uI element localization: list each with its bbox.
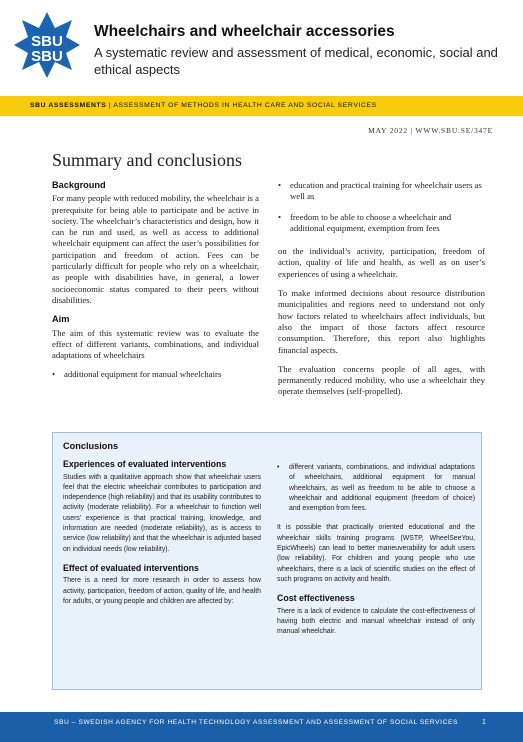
experiences-text: Studies with a qualitative approach show that wheelchair users feel that the electric wheelchair contributes to participation and independence (high reliability) and that its usability contributes to activity (moderate reliability). For a wheelchair to function well users’ experience is that practical training, knowledge, and information are needed (moderate reliability), as is access to service (low reliability) and that the wheelchair is adjusted based on individual needs (low reliability). (63, 473, 261, 553)
conclusions-box (52, 432, 482, 690)
logo-text-top: SBU (31, 33, 63, 50)
cost-heading: Cost effectiveness (277, 593, 355, 604)
bullet-dot: • (278, 211, 282, 222)
effect-heading: Effect of evaluated interventions (63, 562, 199, 573)
effect-text: There is a need for more research in order to assess how activity, participation, freedom of action, quality of life, and health for adults, or young people and children are affected by: (63, 577, 261, 605)
summary-right-column (278, 180, 485, 406)
document-title: Wheelchairs and wheelchair accessories (94, 23, 395, 40)
aim-heading: Aim (52, 314, 70, 325)
aim-bullet-text: education and practical training for wheelchair users as well as (290, 180, 482, 202)
summary-heading: Summary and conclusions (52, 150, 242, 170)
series-description: ASSESSMENT OF METHODS IN HEALTH CARE AND SOCIAL SERVICES (113, 102, 377, 109)
conclusions-right-column (277, 463, 475, 645)
population-text: The evaluation concerns people of all ages, with permanently reduced mobility, who use a wheelchair they operate themselves (self-propelled). (278, 363, 485, 397)
bullet-dot: • (277, 464, 280, 471)
aim-bullet-text: freedom to be able to choose a wheelchair and additional equipment, exemption from fees (290, 211, 452, 233)
aim-bullet-text: additional equipment for manual wheelchairs (64, 369, 222, 380)
aim-continuation-text: on the individual’s activity, participation, freedom of action, quality of life and health, as well as on user’s experiences of using a wheelchair. (278, 246, 485, 279)
summary-left-column (52, 180, 259, 390)
conclusions-left-column (63, 441, 261, 615)
aim-bullet (52, 369, 259, 380)
background-heading: Background (52, 180, 106, 190)
effect-bullet-text: different variants, combinations, and individual adaptations of wheelchairs, additional equipment for manual wheelchairs, as well as freedom to be able to choose a wheelchair and additional equipment (freedom of choice) and exemption from fees. (289, 464, 475, 513)
sbu-logo (12, 10, 82, 80)
date-and-url: MAY 2022 | WWW.SBU.SE/347E (368, 126, 493, 135)
aim-text: The aim of this systematic review was to evaluate the effect of different variants, combinations, and individual adaptations of wheelchairs (52, 327, 259, 361)
aim-bullet (278, 180, 485, 203)
financial-aspects-text: To make informed decisions about resource distribution municipalities and regions need to understand not only how factors related to wheelchairs affect individuals, but also the impact of those factors affect resource consumption. Therefore, this report also highlights financial aspects. (278, 288, 485, 355)
training-text: It is possible that practically oriented educational and the wheelchair skills training programs (WSTP, WheelSeeYou, EpicWheels) can lead to better maneuverability for adult users (low reliability). For children and young people who use wheelchairs, there is a lack of scientific studies on the effect of such programs on activity and health. (277, 524, 475, 583)
background-text: For many people with reduced mobility, the wheelchair is a prerequisite for being able to participate and be active in society. The wheelchair’s characteristics and design, how it can be run and used, as well as access to additional wheelchair equipment can affect the user’s possibilities for participation and freedom of action. Fees can be particularly difficult for people who rely on a wheelchair, as people with disabilities have, in general, a lower socioeconomic status compared to their peers without disabilities. (52, 193, 259, 305)
cost-text: There is a lack of evidence to calculate the cost-effectiveness of having both electric and manual wheelchair instead of only manual wheelchair. (277, 607, 475, 636)
series-line (30, 102, 377, 109)
logo-text-bottom: SBU (31, 48, 63, 65)
document-subtitle: A systematic review and assessment of medical, economic, social and ethical aspects (94, 45, 498, 77)
aim-bullet (278, 212, 485, 235)
bullet-dot: • (278, 180, 282, 190)
conclusions-heading: Conclusions (63, 441, 119, 451)
effect-bullet (277, 463, 475, 514)
bullet-dot: • (52, 369, 56, 380)
series-label: SBU ASSESSMENTS (30, 102, 107, 109)
page-number: 1 (482, 719, 486, 726)
footer-agency-name: SBU – SWEDISH AGENCY FOR HEALTH TECHNOLOGY ASSESSMENT AND ASSESSMENT OF SOCIAL SERVICES (54, 719, 458, 726)
experiences-heading: Experiences of evaluated interventions (63, 459, 227, 470)
footer-band (0, 712, 523, 742)
series-separator: | (108, 102, 112, 109)
